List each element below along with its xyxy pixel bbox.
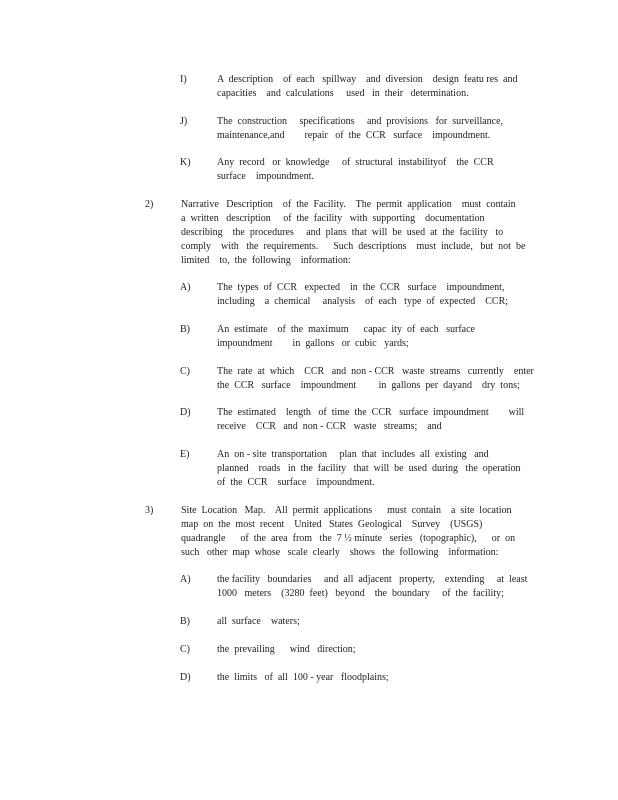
text-line: of the CCR surface impoundment. bbox=[217, 477, 375, 488]
item-label: E) bbox=[180, 449, 190, 460]
item-label: K) bbox=[180, 157, 191, 168]
item-label: B) bbox=[180, 324, 190, 335]
text-line: Any record or knowledge of structural instabilityof the CCR bbox=[217, 157, 494, 168]
item-label: J) bbox=[180, 116, 188, 127]
item-label: A) bbox=[180, 574, 191, 585]
text-line: describing the procedures and plans that will be used at the facility to bbox=[181, 227, 504, 238]
text-line: An estimate of the maximum capac ity of each surface bbox=[217, 324, 475, 335]
item-label: B) bbox=[180, 616, 190, 627]
item-text bbox=[217, 281, 508, 309]
item-text bbox=[217, 406, 524, 434]
item-text bbox=[217, 115, 503, 143]
item-text bbox=[217, 671, 389, 685]
text-line: such other map whose scale clearly shows the following information: bbox=[181, 547, 499, 558]
text-line: capacities and calculations used in their determination. bbox=[217, 88, 469, 99]
text-line: surface impoundment. bbox=[217, 171, 314, 182]
text-line: Narrative Description of the Facility. The permit application must contain bbox=[181, 199, 516, 210]
item-text bbox=[217, 573, 527, 601]
section-text bbox=[181, 504, 515, 560]
text-line: maintenance,and repair of the CCR surface impoundment. bbox=[217, 130, 491, 141]
item-text bbox=[217, 448, 521, 490]
item-label: A) bbox=[180, 282, 191, 293]
section-text bbox=[181, 198, 525, 268]
text-line: the CCR surface impoundment in gallons per dayand dry tons; bbox=[217, 380, 520, 391]
text-line: a written description of the facility with supporting documentation bbox=[181, 213, 485, 224]
item-label: D) bbox=[180, 672, 191, 683]
item-label: C) bbox=[180, 366, 190, 377]
item-text bbox=[217, 643, 356, 657]
section-number: 2) bbox=[145, 199, 154, 210]
item-text bbox=[217, 73, 517, 101]
text-line: planned roads in the facility that will be used during the operation bbox=[217, 463, 521, 474]
text-line: including a chemical analysis of each type of expected CCR; bbox=[217, 296, 509, 307]
text-line: impoundment in gallons or cubic yards; bbox=[217, 338, 409, 349]
text-line: quadrangle of the area from the 7 ½ minute series (topographic), or on bbox=[181, 533, 516, 544]
text-line: The estimated length of time the CCR surface impoundment will bbox=[217, 407, 525, 418]
text-line: 1000 meters (3280 feet) beyond the boundary of the facility; bbox=[217, 588, 504, 599]
text-line: limited to, the following information: bbox=[181, 255, 351, 266]
text-line: the facility boundaries and all adjacent property, extending at least bbox=[217, 574, 528, 585]
item-label: I) bbox=[180, 74, 187, 85]
section-number: 3) bbox=[145, 505, 154, 516]
text-line: the limits of all 100 - year floodplains; bbox=[217, 672, 389, 683]
text-line: comply with the requirements. Such descriptions must include, but not be bbox=[181, 241, 526, 252]
item-label: C) bbox=[180, 644, 190, 655]
text-line: receive CCR and non - CCR waste streams; and bbox=[217, 421, 442, 432]
item-text bbox=[217, 365, 534, 393]
item-text bbox=[217, 323, 475, 351]
text-line: Site Location Map. All permit applications must contain a site location bbox=[181, 505, 512, 516]
text-line: An on - site transportation plan that includes all existing and bbox=[217, 449, 489, 460]
text-line: The construction specifications and provisions for surveillance, bbox=[217, 116, 504, 127]
item-label: D) bbox=[180, 407, 191, 418]
text-line: map on the most recent United States Geological Survey (USGS) bbox=[181, 519, 483, 530]
item-text bbox=[217, 156, 494, 184]
text-line: A description of each spillway and diversion design featu res and bbox=[217, 74, 518, 85]
text-line: The types of CCR expected in the CCR surface impoundment, bbox=[217, 282, 505, 293]
text-line: all surface waters; bbox=[217, 616, 300, 627]
text-line: The rate at which CCR and non - CCR waste streams currently enter bbox=[217, 366, 534, 377]
item-text bbox=[217, 615, 300, 629]
text-line: the prevailing wind direction; bbox=[217, 644, 356, 655]
